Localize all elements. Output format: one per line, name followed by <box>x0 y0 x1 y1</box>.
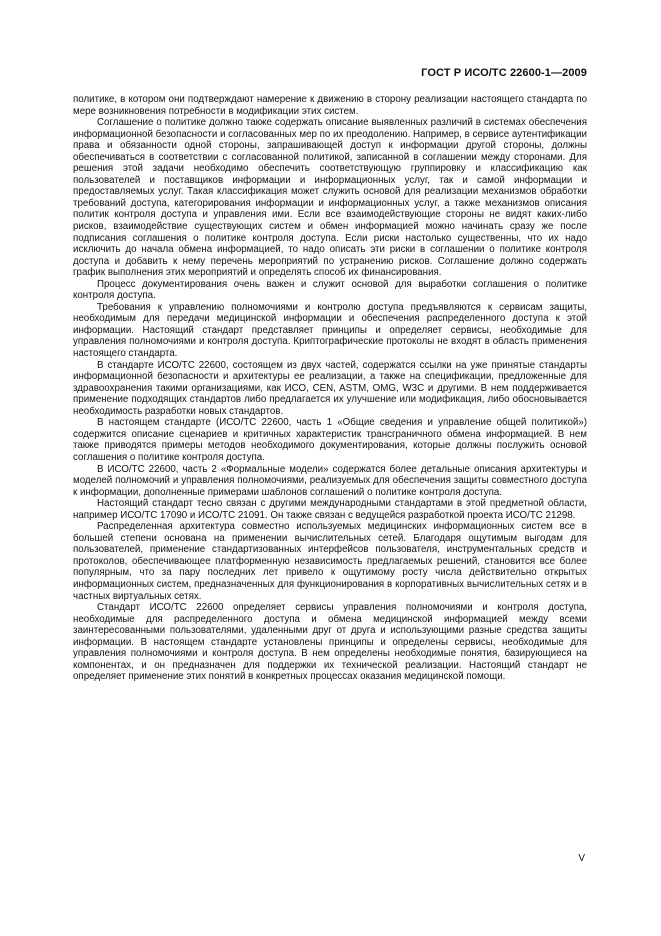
document-header: ГОСТ Р ИСО/ТС 22600-1—2009 <box>421 67 587 79</box>
paragraph: Соглашение о политике должно также содержать описание выявленных различий в системах обеспечения информационной безопасности и согласованных мер по их преодолению. Например, в сервисе аутентификации права и обязанности одной стороны, запрашивающей доступ к информации другой стороны, должны обеспечиваться в соответствии с согласованной политикой, записанной в соглашении между сторонами. Для решения этой задачи необходимо обеспечить соответствующую группировку и классификацию как пользователей и поставщиков информации и информационных услуг, так и самой информации и предоставляемых услуг. Такая классификация может служить основой для реализации механизмов обработки требований доступа, категорирования информации и информационных услуг, а также механизмов описания политик контроля доступа и управления ими. Если все взаимодействующие стороны не видят каких-либо рисков, взаимодействие существующих систем и обмен информацией можно начинать сразу же после подписания соглашения о политике контроля доступа. Если риски настолько существенны, что их надо исключить до начала обмена информацией, то надо описать эти риски в соглашении о политике контроля доступа и добавить к нему перечень мероприятий по устранению рисков. Соглашение должно содержать график выполнения этих мероприятий и определять способ их финансирования. <box>73 117 587 279</box>
paragraph: В настоящем стандарте (ИСО/ТС 22600, часть 1 «Общие сведения и управление общей политикой») содержится описание сценариев и критичных характеристик трансграничного обмена информацией. В нем также приводятся примеры методов необходимого документирования, которые должны послужить основой соглашения о политике контроля доступа. <box>73 417 587 463</box>
paragraph: В ИСО/ТС 22600, часть 2 «Формальные модели» содержатся более детальные описания архитектуры и моделей полномочий и управления полномочиями, реализуемых для обеспечения защиты совместного доступа к информации, дополненные примерами шаблонов соглашений о политике контроля доступа. <box>73 463 587 498</box>
page-number: V <box>578 853 585 864</box>
paragraph: Стандарт ИСО/ТС 22600 определяет сервисы управления полномочиями и контроля доступа, необходимые для распределенного доступа и обмена медицинской информацией между всеми заинтересованными пользователями, удаленными друг от друга и использующими разные средства защиты информации. В настоящем стандарте установлены принципы и определены сервисы, необходимые для управления полномочиями и контроля доступа. В нем определены необходимые понятия, базирующиеся на компонентах, и он предназначен для поддержки их технической реализации. Настоящий стандарт не определяет применение этих понятий в конкретных процессах оказания медицинской помощи. <box>73 602 587 683</box>
paragraph: Требования к управлению полномочиями и контролю доступа предъявляются к сервисам защиты, необходимым для передачи медицинской информации и обеспечения распределенного доступа к этой информации. Настоящий стандарт представляет принципы и определяет сервисы, необходимые для управления полномочиями и контроля доступа. Криптографические протоколы не входят в область применения настоящего стандарта. <box>73 301 587 360</box>
paragraph: Настоящий стандарт тесно связан с другими международными стандартами в этой предметной области, например ИСО/ТС 17090 и ИСО/ТС 21091. Он также связан с ведущейся разработкой проекта ИСО/ТС 21298. <box>73 498 587 521</box>
paragraph: В стандарте ИСО/ТС 22600, состоящем из двух частей, содержатся ссылки на уже принятые стандарты информационной безопасности и архитектуры ее реализации, а также на спецификации, предложенные для здравоохранения такими организациями, как ИСО, CEN, ASTM, OMG, W3C и другими. В нем поддерживается применение подходящих стандартов либо предлагается их улучшение или модификация, либо обосновывается необходимость разработки новых стандартов. <box>73 359 587 417</box>
paragraph: политике, в котором они подтверждают намерение к движению в сторону реализации настоящего стандарта по мере возникновения потребности в модификации этих систем. <box>73 94 587 117</box>
body-text <box>73 94 587 683</box>
paragraph: Процесс документирования очень важен и служит основой для выработки соглашения о политике контроля доступа. <box>73 278 587 302</box>
paragraph: Распределенная архитектура совместно используемых медицинских информационных систем все в большей степени основана на применении вычислительных сетей. Благодаря ощутимым выгодам для пользователей, применение стандартизованных интерфейсов пользователя, инструментальных средств и протоколов, обеспечивающее платформенную независимость предлагаемых решений, становится все более популярным, что за пару последних лет привело к ощутимому росту числа действительно открытых информационных систем, предназначенных для функционирования в корпоративных вычислительных сетях и в частных виртуальных сетях. <box>73 521 587 602</box>
